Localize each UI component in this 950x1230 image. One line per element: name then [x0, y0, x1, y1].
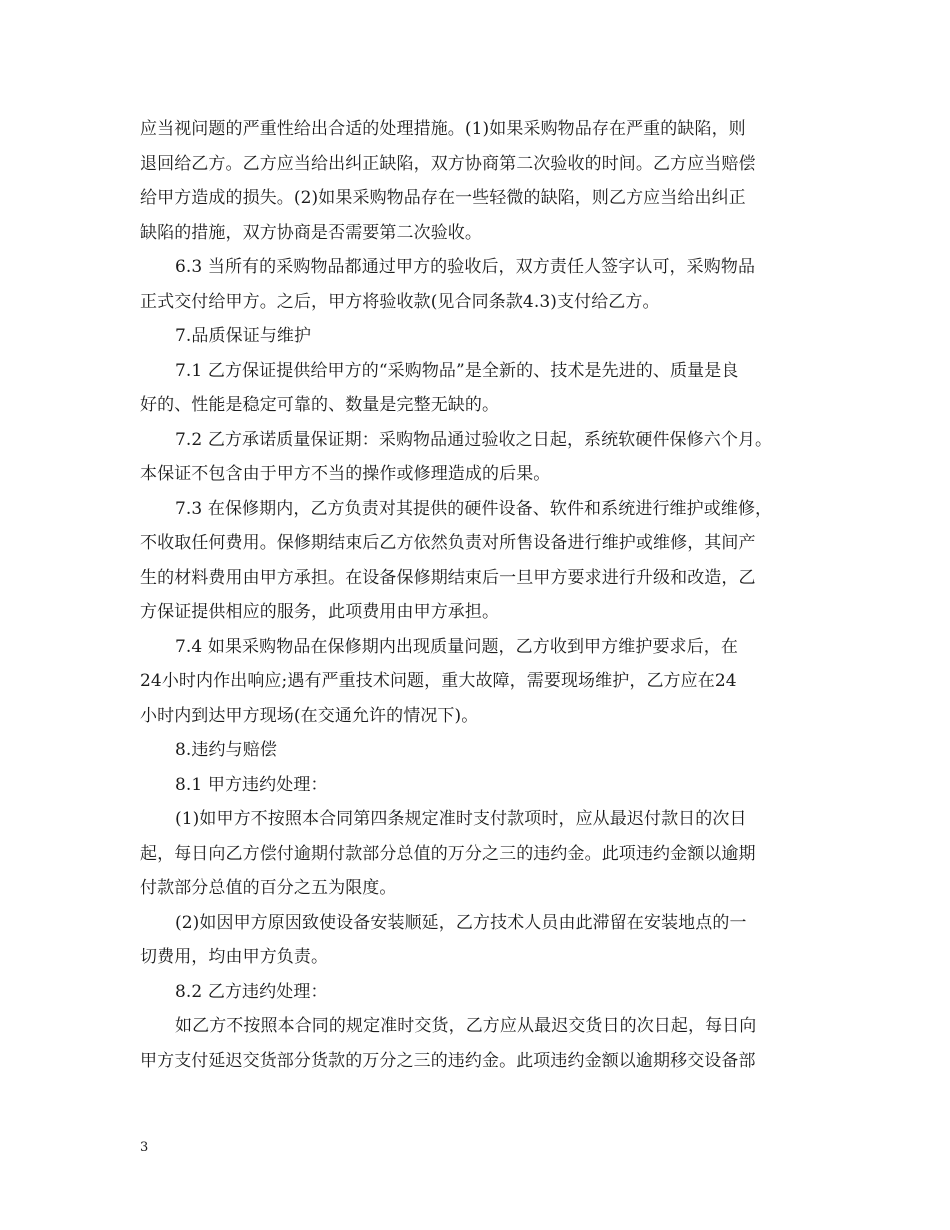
paragraph-line: 生的材料费用由甲方承担。在设备保修期结束后一旦甲方要求进行升级和改造，乙: [140, 567, 756, 588]
clause-8-1-item-1: (1)如甲方不按照本合同第四条规定准时支付款项时，应从最迟付款日的次日: [175, 809, 747, 829]
paragraph-line: 方保证提供相应的服务，此项费用由甲方承担。: [140, 602, 500, 622]
document-body: [140, 112, 820, 1078]
paragraph-line: 24小时内作出响应;遇有严重技术问题，重大故障，需要现场维护，乙方应在24: [140, 671, 737, 691]
paragraph-line: 缺陷的措施，双方协商是否需要第二次验收。: [140, 222, 482, 243]
paragraph-line: 本保证不包含由于甲方不当的操作或修理造成的后果。: [140, 464, 551, 484]
paragraph-line: 不收取任何费用。保修期结束后乙方依然负责对所售设备进行维护或维修，其间产: [140, 533, 756, 553]
paragraph-line: 切费用，均由甲方负责。: [140, 947, 329, 967]
paragraph-line: 小时内到达甲方现场(在交通允许的情况下)。: [140, 705, 479, 726]
paragraph-line: 应当视问题的严重性给出合适的处理措施。(1)如果采购物品存在严重的缺陷，则: [140, 119, 746, 139]
clause-8-2-body: 如乙方不按照本合同的规定准时交货，乙方应从最迟交货日的次日起，每日向: [175, 1016, 757, 1036]
paragraph-line: 给甲方造成的损失。(2)如果采购物品存在一些轻微的缺陷，则乙方应当给出纠正: [140, 188, 746, 208]
paragraph-line: 好的、性能是稳定可靠的、数量是完整无缺的。: [140, 395, 500, 415]
paragraph-line: 甲方支付延迟交货部分货款的万分之三的违约金。此项违约金额以逾期移交设备部: [140, 1050, 756, 1071]
clause-8-2: 8.2 乙方违约处理：: [175, 981, 328, 1002]
paragraph-line: 起，每日向乙方偿付逾期付款部分总值的万分之三的违约金。此项违约金额以逾期: [140, 843, 756, 864]
clause-7-1: 7.1 乙方保证提供给甲方的“采购物品”是全新的、技术是先进的、质量是良: [175, 360, 739, 381]
clause-8-1-item-2: (2)如因甲方原因致使设备安装顺延，乙方技术人员由此滞留在安装地点的一: [175, 912, 747, 933]
clause-7-4: 7.4 如果采购物品在保修期内出现质量问题，乙方收到甲方维护要求后，在: [175, 636, 738, 657]
clause-8-1: 8.1 甲方违约处理：: [175, 774, 328, 795]
paragraph-line: 付款部分总值的百分之五为限度。: [140, 878, 397, 898]
paragraph-line: 退回给乙方。乙方应当给出纠正缺陷，双方协商第二次验收的时间。乙方应当赔偿: [140, 153, 756, 174]
clause-7-2: 7.2 乙方承诺质量保证期：采购物品通过验收之日起，系统软硬件保修六个月。: [175, 429, 773, 450]
page-number: 3: [140, 1140, 149, 1155]
section-heading-8: 8.违约与赔偿: [175, 740, 277, 760]
clause-6-3: 6.3 当所有的采购物品都通过甲方的验收后，双方责任人签字认可，采购物品: [175, 257, 756, 277]
clause-7-3: 7.3 在保修期内，乙方负责对其提供的硬件设备、软件和系统进行维护或维修，: [175, 498, 773, 519]
section-heading-7: 7.品质保证与维护: [175, 326, 312, 346]
paragraph-line: 正式交付给甲方。之后，甲方将验收款(见合同条款4.3)支付给乙方。: [140, 291, 660, 312]
